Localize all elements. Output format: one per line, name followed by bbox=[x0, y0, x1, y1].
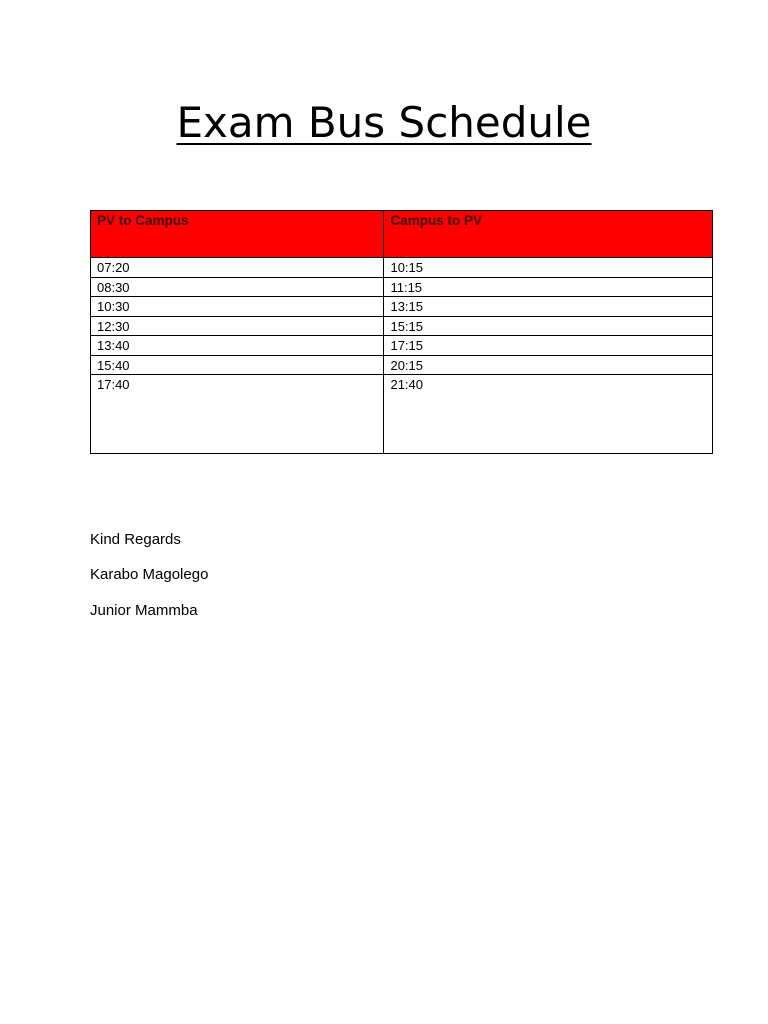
table-row bbox=[91, 316, 713, 336]
title-text: Exam Bus Schedule bbox=[176, 98, 592, 147]
pv-to-campus-time: 13:40 bbox=[91, 336, 384, 356]
pv-to-campus-time: 15:40 bbox=[91, 355, 384, 375]
closing-text: Kind Regards bbox=[90, 531, 181, 548]
pv-to-campus-time: 12:30 bbox=[91, 316, 384, 336]
campus-to-pv-time: 21:40 bbox=[384, 375, 713, 454]
bus-schedule-table bbox=[90, 210, 713, 454]
table-row bbox=[91, 336, 713, 356]
pv-to-campus-time: 17:40 bbox=[91, 375, 384, 454]
campus-to-pv-time: 13:15 bbox=[384, 297, 713, 317]
campus-to-pv-time: 20:15 bbox=[384, 355, 713, 375]
campus-to-pv-time: 15:15 bbox=[384, 316, 713, 336]
page-title bbox=[0, 96, 768, 150]
pv-to-campus-time: 08:30 bbox=[91, 277, 384, 297]
table-row bbox=[91, 258, 713, 278]
pv-to-campus-time: 10:30 bbox=[91, 297, 384, 317]
pv-to-campus-time: 07:20 bbox=[91, 258, 384, 278]
campus-to-pv-time: 11:15 bbox=[384, 277, 713, 297]
column-header-pv-to-campus: PV to Campus bbox=[91, 211, 384, 258]
table-row bbox=[91, 277, 713, 297]
table-row bbox=[91, 375, 713, 454]
signatory-name: Junior Mammba bbox=[90, 602, 198, 619]
table-row bbox=[91, 355, 713, 375]
campus-to-pv-time: 10:15 bbox=[384, 258, 713, 278]
column-header-campus-to-pv: Campus to PV bbox=[384, 211, 713, 258]
campus-to-pv-time: 17:15 bbox=[384, 336, 713, 356]
signatory-name: Karabo Magolego bbox=[90, 566, 209, 583]
table-header-row bbox=[91, 211, 713, 258]
table-row bbox=[91, 297, 713, 317]
